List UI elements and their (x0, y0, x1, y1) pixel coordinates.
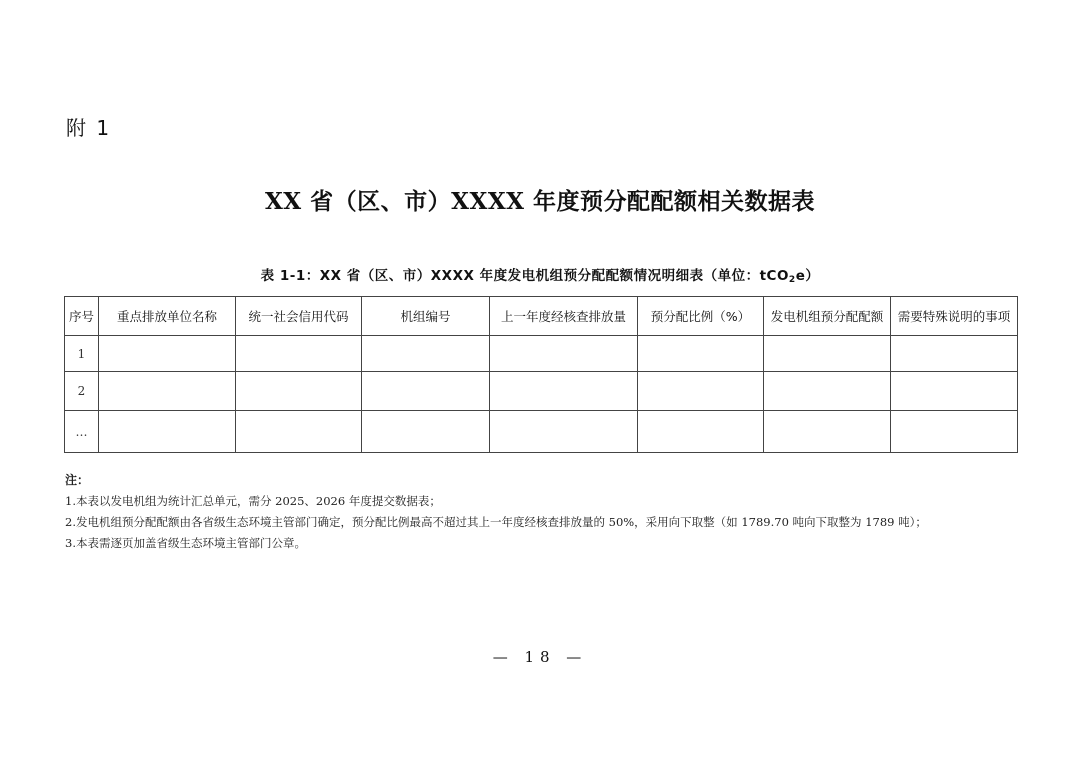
table-cell (490, 372, 638, 411)
table-cell (99, 336, 236, 372)
table-cell (764, 336, 891, 372)
table-cell (638, 372, 764, 411)
table-cell (891, 336, 1018, 372)
note-item: 2.发电机组预分配配额由各省级生态环境主管部门确定，预分配比例最高不超过其上一年度经核查排放量的 50%，采用向下取整（如 1789.70 吨向下取整为 1789 吨）； (65, 515, 927, 529)
table-caption (0, 264, 1080, 285)
table-header-row (65, 297, 1018, 336)
table-row (65, 411, 1018, 453)
page-number: — 18 — (492, 648, 588, 666)
allocation-table (64, 296, 1018, 453)
table-row (65, 372, 1018, 411)
table-cell (99, 372, 236, 411)
header-preallocated-quota: 发电机组预分配配额 (764, 297, 891, 336)
table-caption-subscript: 2 (788, 275, 796, 285)
table-caption-prefix: 表 1-1：XX 省（区、市）XXXX 年度发电机组预分配配额情况明细表（单位：tCO (260, 268, 789, 284)
table-cell (490, 411, 638, 453)
cell-index: 2 (65, 372, 99, 411)
table-cell (891, 411, 1018, 453)
note-item: 1.本表以发电机组为统计汇总单元，需分 2025、2026 年度提交数据表； (65, 494, 441, 508)
table-row (65, 336, 1018, 372)
table-cell (490, 336, 638, 372)
cell-index: … (65, 411, 99, 453)
table-cell (236, 336, 362, 372)
table-cell (99, 411, 236, 453)
header-special-notes: 需要特殊说明的事项 (891, 297, 1018, 336)
document-title: XX 省（区、市）XXXX 年度预分配配额相关数据表 (264, 188, 816, 215)
header-verified-emissions: 上一年度经核查排放量 (490, 297, 638, 336)
header-credit-code: 统一社会信用代码 (236, 297, 362, 336)
header-unit-number: 机组编号 (362, 297, 490, 336)
header-index: 序号 (65, 297, 99, 336)
table-cell (638, 336, 764, 372)
table-cell (891, 372, 1018, 411)
table-caption-suffix: e） (795, 268, 820, 284)
table-cell (764, 411, 891, 453)
table-cell (362, 411, 490, 453)
notes-section (65, 470, 927, 554)
header-allocation-ratio: 预分配比例（%） (638, 297, 764, 336)
cell-index: 1 (65, 336, 99, 372)
table-cell (236, 411, 362, 453)
notes-heading: 注： (65, 473, 90, 487)
table-cell (362, 336, 490, 372)
attachment-label: 附 1 (66, 116, 112, 140)
note-item: 3.本表需逐页加盖省级生态环境主管部门公章。 (65, 536, 306, 550)
header-entity-name: 重点排放单位名称 (99, 297, 236, 336)
table-cell (236, 372, 362, 411)
table-cell (764, 372, 891, 411)
table-cell (362, 372, 490, 411)
table-cell (638, 411, 764, 453)
